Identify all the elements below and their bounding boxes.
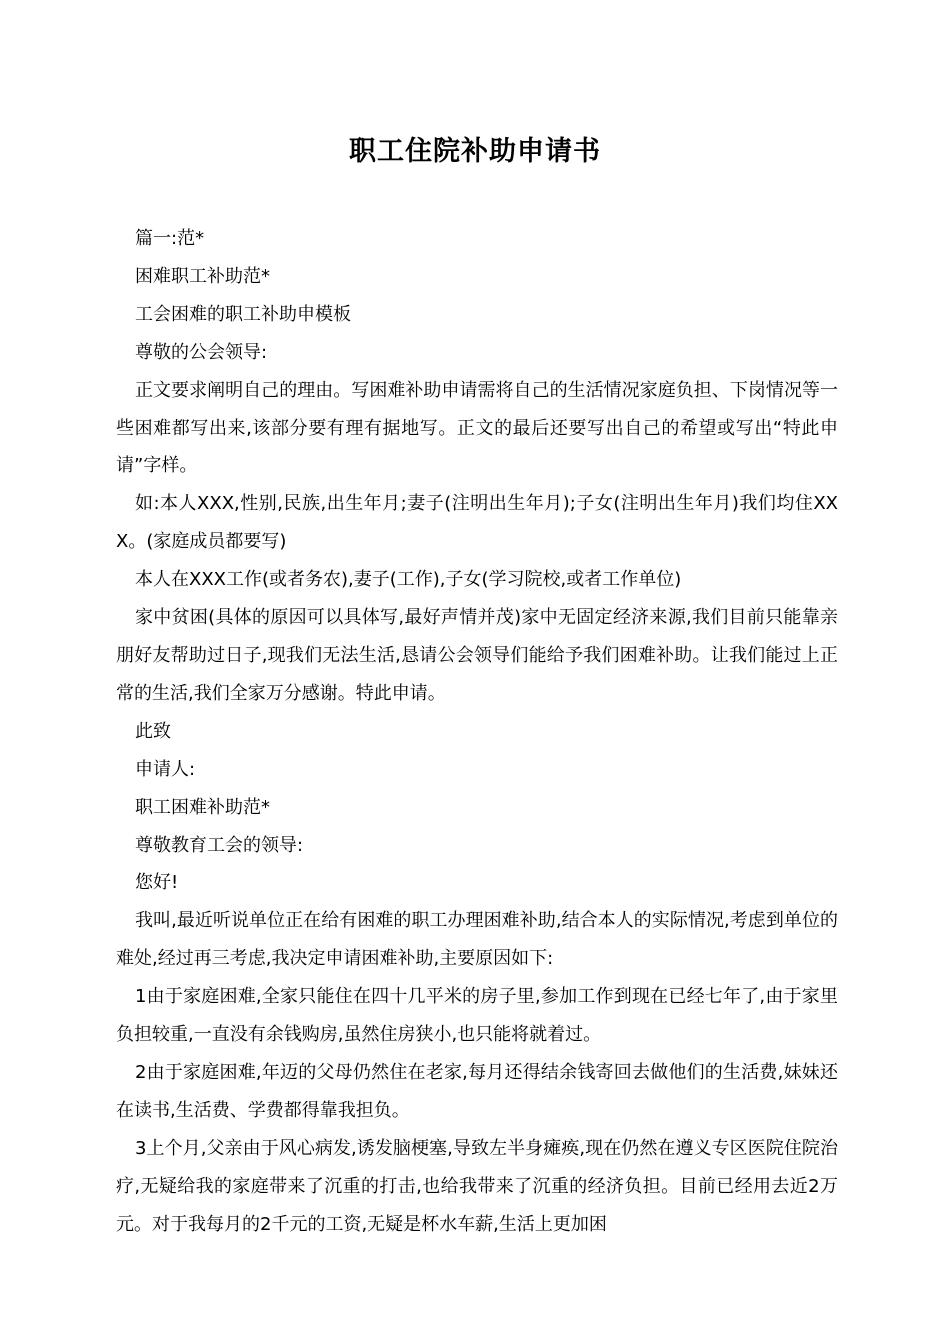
closing: 此致 [135, 720, 171, 742]
paragraph: 家中贫困(具体的原因可以具体写,最好声情并茂)家中无固定经济来源,我们目前只能靠亲朋好友帮助过日子,现我们无法生活,恳请公会领导们能给予我们困难补助。让我们能过上正常的生活,我们全家万分感谢。特此申请。 [116, 607, 838, 704]
paragraph: 如:本人XXX,性别,民族,出生年月;妻子(注明出生年月);子女(注明出生年月)我们均住XXX。(家庭成员都要写) [116, 493, 838, 553]
greeting: 您好! [135, 872, 179, 894]
page-title: 职工住院补助申请书 [349, 136, 601, 167]
paragraph: 困难职工补助范* [135, 265, 270, 287]
signature-line: 申请人: [135, 758, 196, 780]
paragraph: 我叫,最近听说单位正在给有困难的职工办理困难补助,结合本人的实际情况,考虑到单位的难处,经过再三考虑,我决定申请困难补助,主要原因如下: [116, 910, 838, 970]
paragraph: 工会困难的职工补助申模板 [135, 303, 351, 325]
reason-item: 2由于家庭困难,年迈的父母仍然住在老家,每月还得结余钱寄回去做他们的生活费,妹妹还在读书,生活费、学费都得靠我担负。 [116, 1061, 838, 1121]
paragraph: 本人在XXX工作(或者务农),妻子(工作),子女(学习院校,或者工作单位) [135, 569, 682, 591]
paragraph: 篇一:范* [135, 228, 205, 249]
paragraph: 正文要求阐明自己的理由。写困难补助申请需将自己的生活情况家庭负担、下岗情况等一些困难都写出来,该部分要有理有据地写。正文的最后还要写出自己的希望或写出“特此申请”字样。 [116, 379, 838, 477]
section-heading: 职工困难补助范* [135, 796, 270, 818]
document-body [116, 220, 838, 1243]
salutation: 尊敬教育工会的领导: [135, 834, 304, 856]
salutation: 尊敬的公会领导: [135, 341, 268, 363]
reason-item: 3上个月,父亲由于风心病发,诱发脑梗塞,导致左半身瘫痪,现在仍然在遵义专区医院住院治疗,无疑给我的家庭带来了沉重的打击,也给我带来了沉重的经济负担。目前已经用去近2万元。对于我每月的2千元的工资,无疑是杯水车薪,生活上更加困 [116, 1137, 838, 1235]
reason-item: 1由于家庭困难,全家只能住在四十几平米的房子里,参加工作到现在已经七年了,由于家里负担较重,一直没有余钱购房,虽然住房狭小,也只能将就着过。 [116, 986, 838, 1046]
